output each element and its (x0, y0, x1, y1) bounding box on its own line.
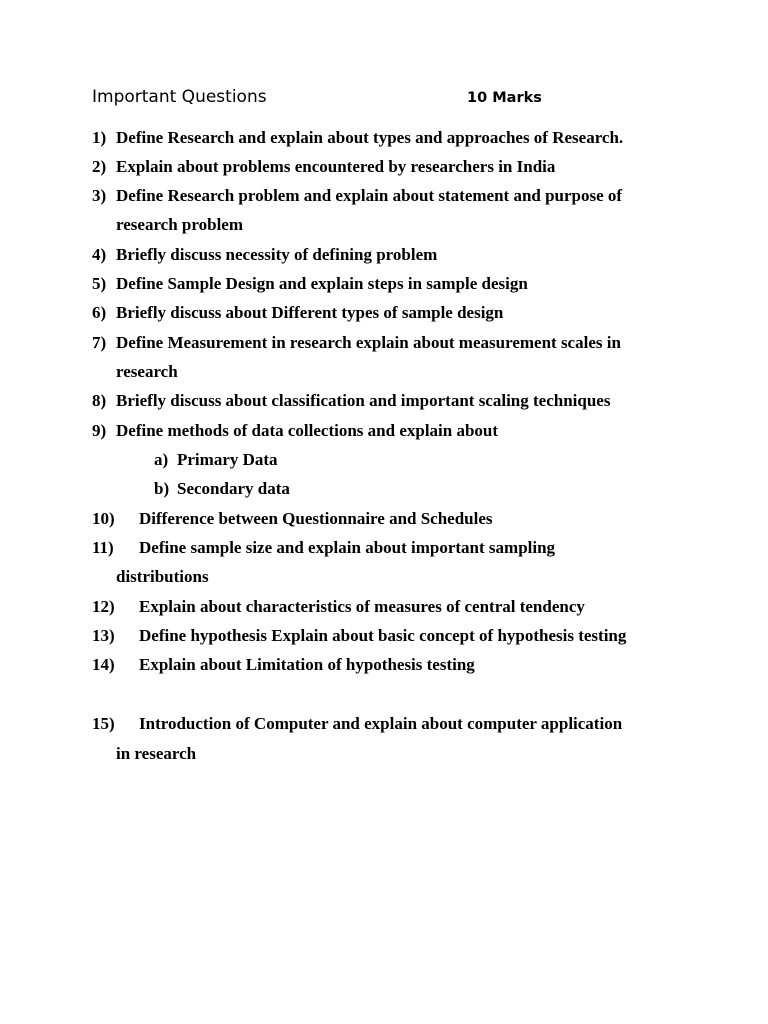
question-text: Define Research and explain about types and approaches of Research. (116, 128, 624, 147)
question-number: 5) (92, 274, 107, 293)
question-text: Define sample size and explain about important sampling (139, 538, 556, 557)
sub-item-letter: b) (154, 479, 170, 498)
question-number: 2) (92, 157, 107, 176)
question-text: Define Measurement in research explain about measurement scales in (116, 333, 621, 352)
question-text: in research (116, 744, 197, 763)
question-text: research (116, 362, 178, 381)
page-title: Important Questions (92, 87, 267, 107)
question-number: 10) (92, 509, 115, 528)
marks-label: 10 Marks (467, 90, 542, 106)
question-text: Define Research problem and explain about statement and purpose of (116, 186, 623, 205)
question-text: Introduction of Computer and explain about computer application (139, 714, 623, 733)
question-number: 15) (92, 714, 115, 733)
question-text: Explain about problems encountered by researchers in India (116, 157, 556, 176)
sub-item-text: Primary Data (177, 450, 278, 469)
question-text: research problem (116, 215, 244, 234)
question-number: 12) (92, 597, 115, 616)
question-text: Explain about characteristics of measures of central tendency (139, 597, 585, 616)
heading-row (92, 87, 692, 113)
question-text: Difference between Questionnaire and Schedules (139, 509, 493, 528)
question-number: 7) (92, 333, 107, 352)
question-text: Briefly discuss about classification and important scaling techniques (116, 391, 611, 410)
sub-item-letter: a) (154, 450, 169, 469)
question-number: 14) (92, 655, 115, 674)
question-number: 3) (92, 186, 107, 205)
question-number: 4) (92, 245, 107, 264)
sub-item-text: Secondary data (177, 479, 290, 498)
question-number: 8) (92, 391, 107, 410)
question-text: distributions (116, 567, 209, 586)
question-number: 1) (92, 128, 107, 147)
question-number: 11) (92, 538, 114, 557)
question-text: Briefly discuss necessity of defining problem (116, 245, 438, 264)
question-text: Briefly discuss about Different types of sample design (116, 303, 504, 322)
question-number: 13) (92, 626, 115, 645)
question-number: 6) (92, 303, 107, 322)
question-text: Define methods of data collections and explain about (116, 421, 499, 440)
question-text: Define Sample Design and explain steps in sample design (116, 274, 528, 293)
question-text: Define hypothesis Explain about basic concept of hypothesis testing (139, 626, 627, 645)
question-number: 9) (92, 421, 107, 440)
question-text: Explain about Limitation of hypothesis testing (139, 655, 475, 674)
